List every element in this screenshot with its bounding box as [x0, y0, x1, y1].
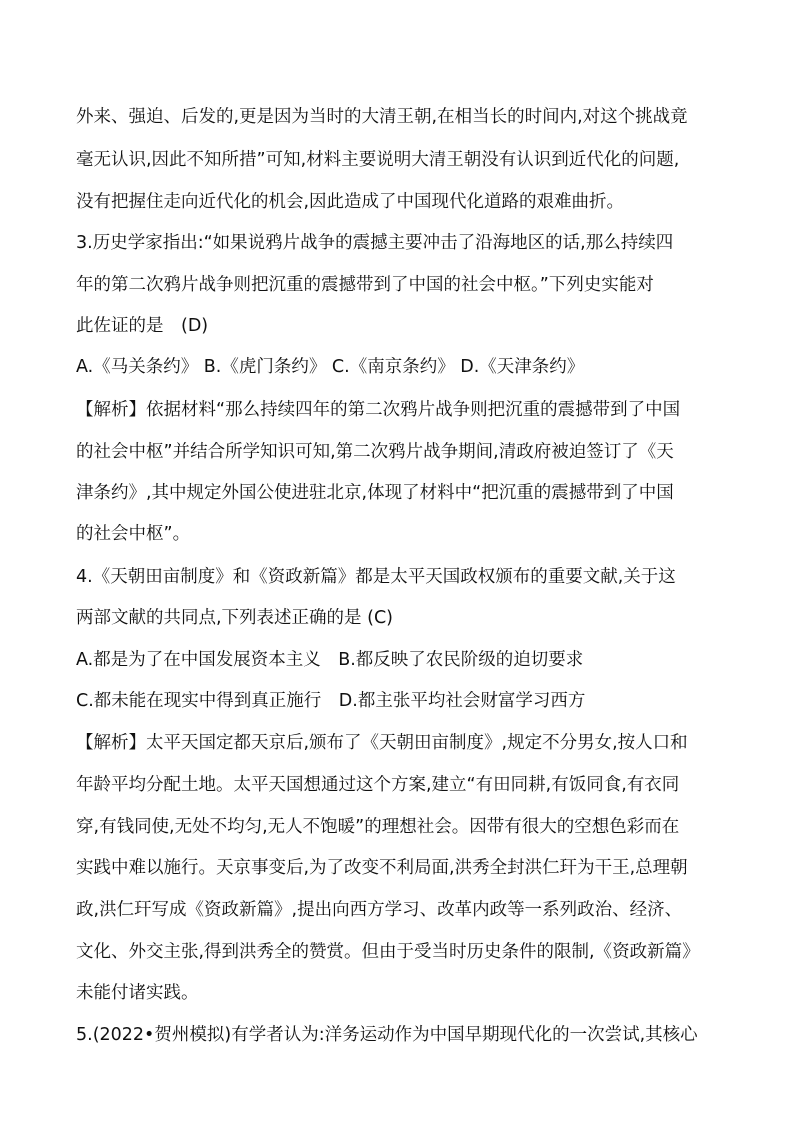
analysis-line: 津条约》,其中规定外国公使进驻北京,体现了材料中“把沉重的震撼带到了中国 [76, 483, 674, 503]
question-stem-line: 年的第二次鸦片战争则把沉重的震撼带到了中国的社会中枢。”下列史实能对 [76, 275, 654, 295]
analysis-line: 实践中难以施行。天京事变后,为了改变不利局面,洪秀全封洪仁玕为干王,总理朝 [76, 858, 688, 878]
question-options: A.《马关条约》 B.《虎门条约》 C.《南京条约》 D.《天津条约》 [76, 357, 585, 377]
analysis-line: 年龄平均分配土地。太平天国想通过这个方案,建立“有田同耕,有饭同食,有衣同 [76, 775, 680, 795]
text-line: 外来、强迫、后发的,更是因为当时的大清王朝,在相当长的时间内,对这个挑战竟 [76, 107, 688, 127]
question-stem-line: 两部文献的共同点,下列表述正确的是 (C) [76, 608, 393, 628]
analysis-line: 【解析】依据材料“那么持续四年的第二次鸦片战争则把沉重的震撼带到了中国 [76, 400, 681, 420]
text-line: 没有把握住走向近代化的机会,因此造成了中国现代化道路的艰难曲折。 [76, 192, 625, 212]
question-options: A.都是为了在中国发展资本主义 B.都反映了农民阶级的迫切要求 [76, 650, 584, 670]
text-line: 毫无认识,因此不知所措”可知,材料主要说明大清王朝没有认识到近代化的问题, [76, 150, 680, 170]
question-stem-line: 4.《天朝田亩制度》和《资政新篇》都是太平天国政权颁布的重要文献,关于这 [76, 567, 676, 587]
analysis-line: 政,洪仁玕写成《资政新篇》,提出向西方学习、改革内政等一系列政治、经济、 [76, 900, 683, 920]
analysis-line: 【解析】太平天国定都天京后,颁布了《天朝田亩制度》,规定不分男女,按人口和 [76, 733, 688, 753]
question-stem-line: 此佐证的是 (D) [76, 316, 209, 336]
analysis-line: 的社会中枢”。 [76, 524, 191, 544]
analysis-line: 的社会中枢”并结合所学知识可知,第二次鸦片战争期间,清政府被迫签订了《天 [76, 442, 674, 462]
question-stem-line: 5.(2022•贺州模拟)有学者认为:洋务运动作为中国早期现代化的一次尝试,其核心 [76, 1025, 698, 1045]
question-stem-line: 3.历史学家指出:“如果说鸦片战争的震撼主要冲击了沿海地区的话,那么持续四 [76, 233, 674, 253]
analysis-line: 穿,有钱同使,无处不均匀,无人不饱暖”的理想社会。因带有很大的空想色彩而在 [76, 817, 680, 837]
analysis-line: 文化、外交主张,得到洪秀全的赞赏。但由于受当时历史条件的限制,《资政新篇》 [76, 942, 700, 962]
analysis-line: 未能付诸实践。 [76, 983, 199, 1003]
question-options: C.都未能在现实中得到真正施行 D.都主张平均社会财富学习西方 [76, 691, 586, 711]
